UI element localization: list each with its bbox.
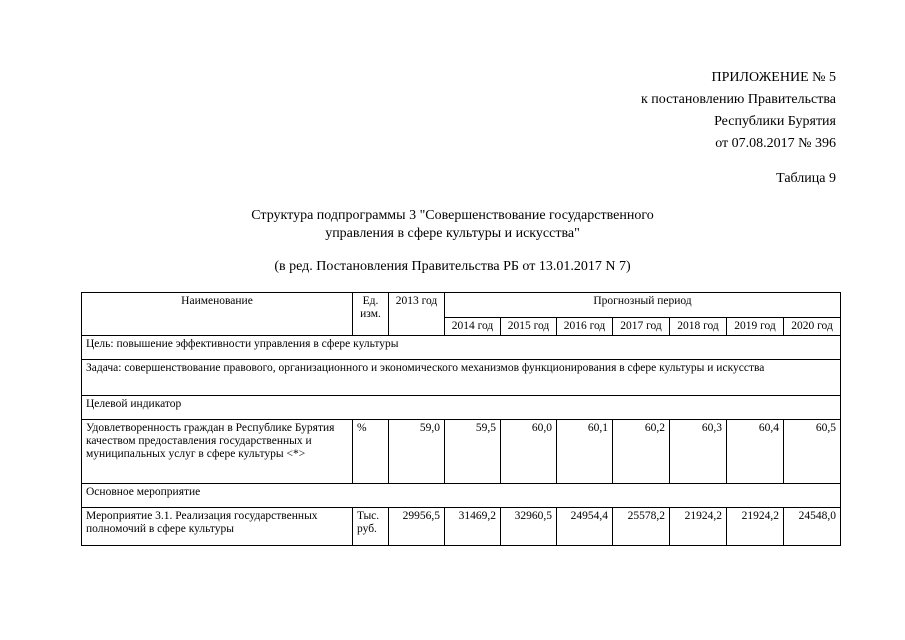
measure-value-2020: 24548,0 [784, 508, 841, 546]
measure-value-2017: 25578,2 [613, 508, 670, 546]
indicator-value-2018: 60,3 [670, 420, 727, 484]
annex-number: ПРИЛОЖЕНИЕ № 5 [711, 70, 836, 85]
indicator-unit: % [353, 420, 389, 484]
indicator-value-2014: 59,5 [445, 420, 501, 484]
indicator-value-2015: 60,0 [501, 420, 557, 484]
document-title [0, 207, 905, 243]
measure-row [82, 508, 841, 546]
header-year-2019: 2019 год [727, 318, 784, 336]
goal-row: Цель: повышение эффективности управления в сфере культуры [82, 336, 841, 360]
indicator-value-2017: 60,2 [613, 420, 670, 484]
annex-line-4: от 07.08.2017 № 396 [715, 136, 836, 151]
indicator-name: Удовлетворенность граждан в Республике Бурятия качеством предоставления государственных и муниципальных услуг в сфере культуры <*> [82, 420, 353, 484]
header-forecast: Прогнозный период [445, 293, 841, 318]
header-year-2020: 2020 год [784, 318, 841, 336]
indicator-header-row: Целевой индикатор [82, 396, 841, 420]
header-unit: Ед. изм. [353, 293, 389, 336]
structure-table [81, 292, 841, 546]
header-year-2018: 2018 год [670, 318, 727, 336]
amendment-note: (в ред. Постановления Правительства РБ от 13.01.2017 N 7) [274, 259, 631, 274]
task-row: Задача: совершенствование правового, организационного и экономического механизмов функционирования в сфере культуры и искусства [82, 360, 841, 396]
measure-unit: Тыс. руб. [353, 508, 389, 546]
measure-name: Мероприятие 3.1. Реализация государственных полномочий в сфере культуры [82, 508, 353, 546]
measure-value-2013: 29956,5 [389, 508, 445, 546]
indicator-value-2016: 60,1 [557, 420, 613, 484]
indicator-value-2020: 60,5 [784, 420, 841, 484]
header-name: Наименование [82, 293, 353, 336]
annex-line-3: Республики Бурятия [714, 114, 836, 129]
measure-header-row: Основное мероприятие [82, 484, 841, 508]
annex-block [641, 67, 836, 155]
measure-value-2015: 32960,5 [501, 508, 557, 546]
table-label: Таблица 9 [776, 171, 836, 186]
indicator-value-2019: 60,4 [727, 420, 784, 484]
header-year-2017: 2017 год [613, 318, 670, 336]
measure-value-2014: 31469,2 [445, 508, 501, 546]
title-line-2: управления в сфере культуры и искусства" [325, 226, 580, 241]
header-year-2014: 2014 год [445, 318, 501, 336]
annex-line-2: к постановлению Правительства [640, 92, 836, 107]
header-year-2016: 2016 год [557, 318, 613, 336]
header-year-2015: 2015 год [501, 318, 557, 336]
indicator-row [82, 420, 841, 484]
measure-value-2016: 24954,4 [557, 508, 613, 546]
measure-value-2019: 21924,2 [727, 508, 784, 546]
measure-value-2018: 21924,2 [670, 508, 727, 546]
header-base-year: 2013 год [389, 293, 445, 336]
indicator-value-2013: 59,0 [389, 420, 445, 484]
title-line-1: Структура подпрограммы 3 "Совершенствование государственного [251, 208, 654, 223]
